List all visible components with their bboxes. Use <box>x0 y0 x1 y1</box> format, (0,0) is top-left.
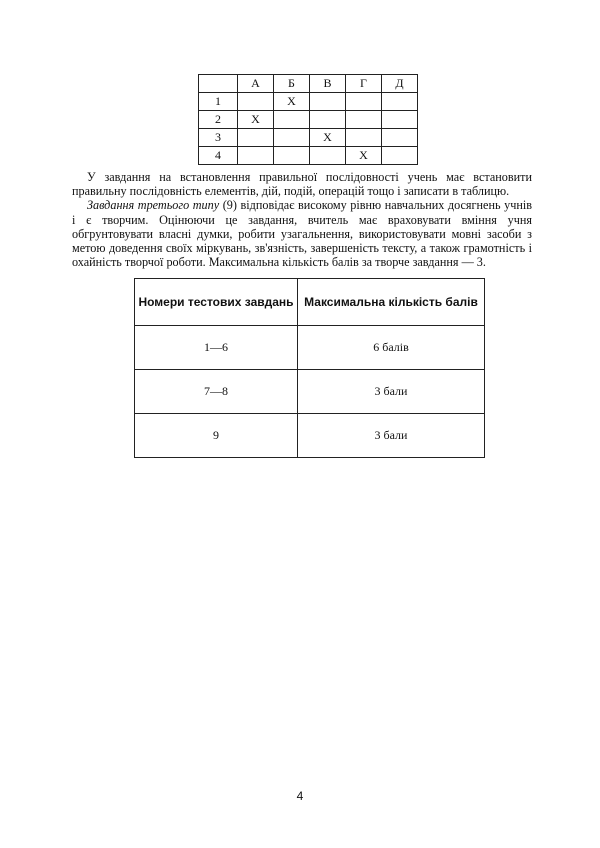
third-type-term: Завдання третього типу <box>87 198 220 213</box>
task-range-cell: 9 <box>135 414 298 458</box>
matrix-cell: X <box>310 129 346 147</box>
matrix-cell <box>310 147 346 165</box>
task-range-cell: 1—6 <box>135 326 298 370</box>
matrix-cell <box>346 129 382 147</box>
scores-header-row <box>135 279 485 326</box>
matrix-row <box>199 111 418 129</box>
matrix-cell <box>274 129 310 147</box>
matrix-row-label: 1 <box>199 93 238 111</box>
answer-matrix-table <box>198 74 418 165</box>
matrix-cell <box>382 147 418 165</box>
matrix-header-cell: Д <box>382 75 418 93</box>
matrix-cell <box>238 147 274 165</box>
matrix-row <box>199 93 418 111</box>
matrix-cell <box>238 93 274 111</box>
matrix-cell <box>310 93 346 111</box>
matrix-row-label: 2 <box>199 111 238 129</box>
scores-header-task-numbers: Номери тестових завдань <box>135 279 298 326</box>
body-text <box>72 170 532 269</box>
points-cell: 6 балів <box>298 326 485 370</box>
matrix-cell <box>274 111 310 129</box>
matrix-cell <box>238 129 274 147</box>
page-number: 4 <box>296 789 304 803</box>
matrix-cell: X <box>274 93 310 111</box>
matrix-header-cell: А <box>238 75 274 93</box>
paragraph-third-type <box>72 198 532 269</box>
matrix-cell: X <box>238 111 274 129</box>
matrix-header-cell: Г <box>346 75 382 93</box>
matrix-header-row <box>199 75 418 93</box>
matrix-header-cell: В <box>310 75 346 93</box>
matrix-cell <box>382 129 418 147</box>
matrix-cell <box>346 93 382 111</box>
matrix-cell <box>310 111 346 129</box>
table-row <box>135 370 485 414</box>
matrix-cell <box>382 111 418 129</box>
matrix-header-cell: Б <box>274 75 310 93</box>
table-row <box>135 414 485 458</box>
matrix-cell <box>382 93 418 111</box>
matrix-row <box>199 129 418 147</box>
table-row <box>135 326 485 370</box>
task-range-cell: 7—8 <box>135 370 298 414</box>
matrix-row-label: 3 <box>199 129 238 147</box>
matrix-corner-cell <box>199 75 238 93</box>
paragraph-sequence-tasks: У завдання на встановлення правильної послідовності учень має встановити правильну послідовність елементів, дій, подій, операцій тощо і записати в таблицю. <box>72 170 532 199</box>
matrix-cell <box>274 147 310 165</box>
points-cell: 3 бали <box>298 370 485 414</box>
matrix-cell <box>346 111 382 129</box>
scores-header-max-points: Максимальна кількість балів <box>298 279 485 326</box>
points-cell: 3 бали <box>298 414 485 458</box>
matrix-cell: X <box>346 147 382 165</box>
matrix-row-label: 4 <box>199 147 238 165</box>
matrix-row <box>199 147 418 165</box>
max-scores-table <box>134 278 485 458</box>
third-type-description: (9) відповідає високому рівню навчальних досягнень учнів і є творчим. Оцінюючи це завдання, вчитель має враховувати вміння учня обгрунтовувати власні думки, робити узагальнення, використовувати мовні засоби з метою доведення своїх міркувань, зв'язність, завершеність тексту, а також грамотність і охайність творчої роботи. Максимальна кількість балів за творче завдання — 3. <box>72 198 532 270</box>
